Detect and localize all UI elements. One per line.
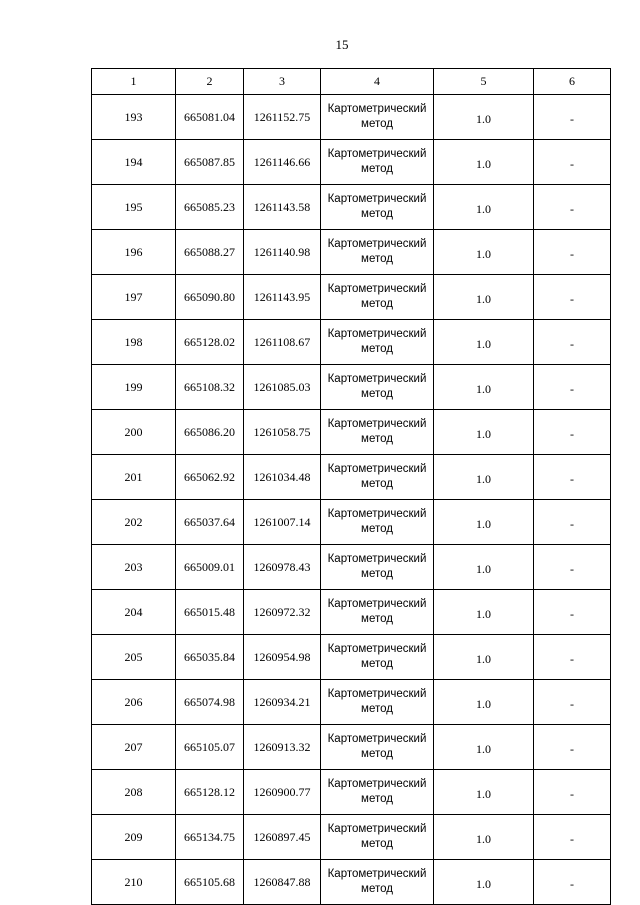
accuracy-cell: 1.0 <box>434 365 534 410</box>
column-header-2: 2 <box>176 69 244 95</box>
point-number-cell: 210 <box>92 860 176 905</box>
method-cell <box>321 545 434 590</box>
y-coordinate-cell: 1261085.03 <box>244 365 321 410</box>
method-cell <box>321 500 434 545</box>
y-coordinate-cell: 1261108.67 <box>244 320 321 365</box>
method-line-1: Картометрический <box>327 193 427 205</box>
x-coordinate-cell: 665085.23 <box>176 185 244 230</box>
y-coordinate-cell: 1260972.32 <box>244 590 321 635</box>
method-cell <box>321 680 434 725</box>
table-row <box>92 95 611 140</box>
method-line-1: Картометрический <box>327 823 427 835</box>
method-line-1: Картометрический <box>327 868 427 880</box>
method-cell <box>321 320 434 365</box>
x-coordinate-cell: 665134.75 <box>176 815 244 860</box>
x-coordinate-cell: 665009.01 <box>176 545 244 590</box>
method-line-2: метод <box>361 568 393 580</box>
table-row <box>92 365 611 410</box>
accuracy-cell: 1.0 <box>434 590 534 635</box>
point-number-cell: 201 <box>92 455 176 500</box>
page-number: 15 <box>335 37 349 52</box>
y-coordinate-cell: 1260847.88 <box>244 860 321 905</box>
y-coordinate-cell: 1260934.21 <box>244 680 321 725</box>
method-line-2: метод <box>361 613 393 625</box>
method-line-2: метод <box>361 523 393 535</box>
method-line-1: Картометрический <box>327 733 427 745</box>
point-number-cell: 197 <box>92 275 176 320</box>
table-row <box>92 455 611 500</box>
x-coordinate-cell: 665087.85 <box>176 140 244 185</box>
table-row <box>92 635 611 680</box>
method-line-2: метод <box>361 208 393 220</box>
point-number-cell: 195 <box>92 185 176 230</box>
accuracy-cell: 1.0 <box>434 500 534 545</box>
method-line-1: Картометрический <box>327 778 427 790</box>
point-number-cell: 193 <box>92 95 176 140</box>
y-coordinate-cell: 1261058.75 <box>244 410 321 455</box>
y-coordinate-cell: 1261146.66 <box>244 140 321 185</box>
table-row <box>92 410 611 455</box>
column-header-4: 4 <box>321 69 434 95</box>
point-number-cell: 206 <box>92 680 176 725</box>
note-cell: - <box>534 185 611 230</box>
method-line-2: метод <box>361 253 393 265</box>
method-cell <box>321 455 434 500</box>
method-line-2: метод <box>361 163 393 175</box>
method-line-2: метод <box>361 748 393 760</box>
y-coordinate-cell: 1261034.48 <box>244 455 321 500</box>
note-cell: - <box>534 680 611 725</box>
note-cell: - <box>534 230 611 275</box>
coordinates-table <box>91 68 611 905</box>
x-coordinate-cell: 665105.07 <box>176 725 244 770</box>
table-body <box>92 95 611 905</box>
table-row <box>92 545 611 590</box>
table-row <box>92 860 611 905</box>
point-number-cell: 209 <box>92 815 176 860</box>
table-row <box>92 680 611 725</box>
method-line-2: метод <box>361 298 393 310</box>
y-coordinate-cell: 1260913.32 <box>244 725 321 770</box>
method-cell <box>321 365 434 410</box>
method-line-2: метод <box>361 658 393 670</box>
point-number-cell: 198 <box>92 320 176 365</box>
accuracy-cell: 1.0 <box>434 860 534 905</box>
method-line-2: метод <box>361 793 393 805</box>
column-header-3: 3 <box>244 69 321 95</box>
note-cell: - <box>534 320 611 365</box>
x-coordinate-cell: 665081.04 <box>176 95 244 140</box>
method-line-2: метод <box>361 838 393 850</box>
method-line-1: Картометрический <box>327 553 427 565</box>
y-coordinate-cell: 1261140.98 <box>244 230 321 275</box>
method-line-1: Картометрический <box>327 328 427 340</box>
accuracy-cell: 1.0 <box>434 95 534 140</box>
y-coordinate-cell: 1260897.45 <box>244 815 321 860</box>
method-line-1: Картометрический <box>327 148 427 160</box>
method-cell <box>321 95 434 140</box>
method-line-1: Картометрический <box>327 688 427 700</box>
table-row <box>92 275 611 320</box>
table-row <box>92 320 611 365</box>
method-cell <box>321 275 434 320</box>
method-line-1: Картометрический <box>327 508 427 520</box>
x-coordinate-cell: 665088.27 <box>176 230 244 275</box>
table-row <box>92 590 611 635</box>
method-line-1: Картометрический <box>327 463 427 475</box>
method-line-1: Картометрический <box>327 598 427 610</box>
table-row <box>92 185 611 230</box>
accuracy-cell: 1.0 <box>434 770 534 815</box>
method-line-1: Картометрический <box>327 238 427 250</box>
method-cell <box>321 770 434 815</box>
y-coordinate-cell: 1261007.14 <box>244 500 321 545</box>
note-cell: - <box>534 860 611 905</box>
x-coordinate-cell: 665105.68 <box>176 860 244 905</box>
table-row <box>92 770 611 815</box>
table-row <box>92 500 611 545</box>
y-coordinate-cell: 1260900.77 <box>244 770 321 815</box>
x-coordinate-cell: 665062.92 <box>176 455 244 500</box>
column-header-1: 1 <box>92 69 176 95</box>
method-line-1: Картометрический <box>327 103 427 115</box>
point-number-cell: 205 <box>92 635 176 680</box>
note-cell: - <box>534 365 611 410</box>
method-cell <box>321 725 434 770</box>
header-row <box>92 69 611 95</box>
note-cell: - <box>534 500 611 545</box>
y-coordinate-cell: 1260978.43 <box>244 545 321 590</box>
method-cell <box>321 230 434 275</box>
method-cell <box>321 860 434 905</box>
accuracy-cell: 1.0 <box>434 680 534 725</box>
x-coordinate-cell: 665128.12 <box>176 770 244 815</box>
accuracy-cell: 1.0 <box>434 320 534 365</box>
method-cell <box>321 635 434 680</box>
method-cell <box>321 410 434 455</box>
table-row <box>92 230 611 275</box>
note-cell: - <box>534 770 611 815</box>
method-line-2: метод <box>361 343 393 355</box>
accuracy-cell: 1.0 <box>434 635 534 680</box>
method-cell <box>321 590 434 635</box>
point-number-cell: 204 <box>92 590 176 635</box>
note-cell: - <box>534 815 611 860</box>
table-row <box>92 815 611 860</box>
note-cell: - <box>534 545 611 590</box>
accuracy-cell: 1.0 <box>434 455 534 500</box>
y-coordinate-cell: 1261152.75 <box>244 95 321 140</box>
point-number-cell: 194 <box>92 140 176 185</box>
method-line-1: Картометрический <box>327 418 427 430</box>
point-number-cell: 196 <box>92 230 176 275</box>
accuracy-cell: 1.0 <box>434 725 534 770</box>
x-coordinate-cell: 665090.80 <box>176 275 244 320</box>
accuracy-cell: 1.0 <box>434 815 534 860</box>
method-line-1: Картометрический <box>327 643 427 655</box>
column-header-6: 6 <box>534 69 611 95</box>
note-cell: - <box>534 635 611 680</box>
method-line-2: метод <box>361 118 393 130</box>
accuracy-cell: 1.0 <box>434 230 534 275</box>
method-line-2: метод <box>361 883 393 895</box>
point-number-cell: 203 <box>92 545 176 590</box>
method-cell <box>321 815 434 860</box>
accuracy-cell: 1.0 <box>434 545 534 590</box>
x-coordinate-cell: 665074.98 <box>176 680 244 725</box>
point-number-cell: 199 <box>92 365 176 410</box>
column-header-5: 5 <box>434 69 534 95</box>
accuracy-cell: 1.0 <box>434 140 534 185</box>
point-number-cell: 207 <box>92 725 176 770</box>
method-line-2: метод <box>361 703 393 715</box>
accuracy-cell: 1.0 <box>434 410 534 455</box>
accuracy-cell: 1.0 <box>434 275 534 320</box>
y-coordinate-cell: 1261143.58 <box>244 185 321 230</box>
point-number-cell: 208 <box>92 770 176 815</box>
note-cell: - <box>534 140 611 185</box>
x-coordinate-cell: 665128.02 <box>176 320 244 365</box>
note-cell: - <box>534 275 611 320</box>
note-cell: - <box>534 95 611 140</box>
method-line-2: метод <box>361 388 393 400</box>
x-coordinate-cell: 665086.20 <box>176 410 244 455</box>
table-row <box>92 725 611 770</box>
accuracy-cell: 1.0 <box>434 185 534 230</box>
method-line-1: Картометрический <box>327 283 427 295</box>
x-coordinate-cell: 665108.32 <box>176 365 244 410</box>
method-cell <box>321 185 434 230</box>
method-line-2: метод <box>361 478 393 490</box>
x-coordinate-cell: 665015.48 <box>176 590 244 635</box>
x-coordinate-cell: 665037.64 <box>176 500 244 545</box>
method-cell <box>321 140 434 185</box>
x-coordinate-cell: 665035.84 <box>176 635 244 680</box>
y-coordinate-cell: 1261143.95 <box>244 275 321 320</box>
point-number-cell: 200 <box>92 410 176 455</box>
table-row <box>92 140 611 185</box>
note-cell: - <box>534 410 611 455</box>
note-cell: - <box>534 455 611 500</box>
note-cell: - <box>534 725 611 770</box>
point-number-cell: 202 <box>92 500 176 545</box>
method-line-1: Картометрический <box>327 373 427 385</box>
method-line-2: метод <box>361 433 393 445</box>
y-coordinate-cell: 1260954.98 <box>244 635 321 680</box>
note-cell: - <box>534 590 611 635</box>
